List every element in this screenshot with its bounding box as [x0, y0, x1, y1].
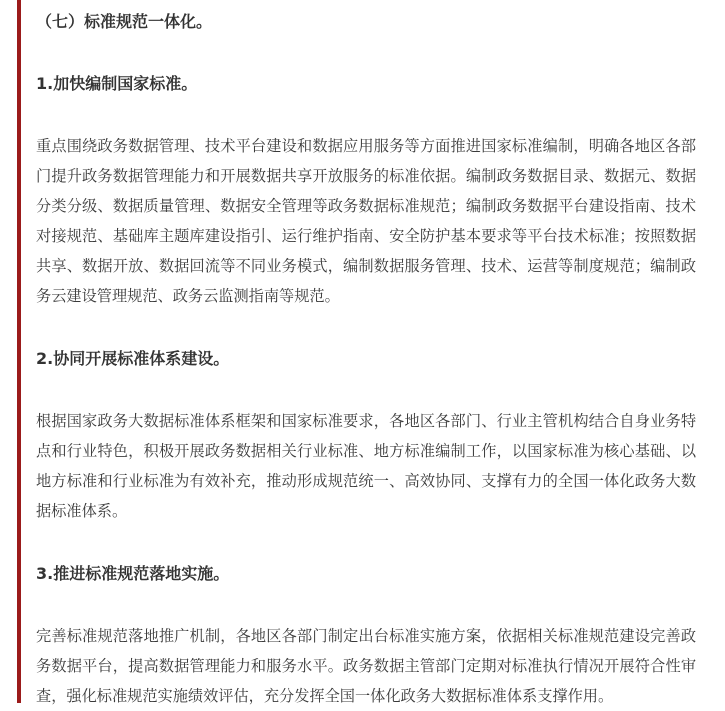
item-3-heading: 3.推进标准规范落地实施。	[36, 564, 230, 583]
item-1-heading: 1.加快编制国家标准。	[36, 74, 198, 93]
spacer	[36, 373, 696, 406]
left-accent-bar	[17, 0, 21, 703]
section-title: （七）标准规范一体化。	[36, 12, 213, 31]
item-3-body: 完善标准规范落地推广机制，各地区各部门制定出台标准实施方案，依据相关标准规范建设完善政务数据平台，提高数据管理能力和服务水平。政务数据主管部门定期对标准执行情况开展符合性审查，强化标准规范实施绩效评估，充分发挥全国一体化政务大数据标准体系支撑作用。	[36, 627, 696, 705]
item-1-body: 重点围绕政务数据管理、技术平台建设和数据应用服务等方面推进国家标准编制，明确各地区各部门提升政务数据管理能力和开展数据共享开放服务的标准依据。编制政务数据目录、数据元、数据分类分级、数据质量管理、数据安全管理等政务数据标准规范；编制政务数据平台建设指南、技术对接规范、基础库主题库建设指引、运行维护指南、安全防护基本要求等平台技术标准；按照数据共享、数据开放、数据回流等不同业务模式，编制数据服务管理、技术、运营等制度规范；编制政务云建设管理规范、政务云监测指南等规范。	[36, 137, 696, 305]
spacer	[36, 36, 696, 70]
article-content	[36, 8, 696, 711]
spacer	[36, 98, 696, 131]
item-2-body: 根据国家政务大数据标准体系框架和国家标准要求，各地区各部门、行业主管机构结合自身业务特点和行业特色，积极开展政务数据相关行业标准、地方标准编制工作，以国家标准为核心基础、以地方标准和行业标准为有效补充，推动形成规范统一、高效协同、支撑有力的全国一体化政务大数据标准体系。	[36, 412, 696, 520]
spacer	[36, 311, 696, 345]
spacer	[36, 526, 696, 560]
item-2-heading: 2.协同开展标准体系建设。	[36, 349, 230, 368]
spacer	[36, 588, 696, 621]
